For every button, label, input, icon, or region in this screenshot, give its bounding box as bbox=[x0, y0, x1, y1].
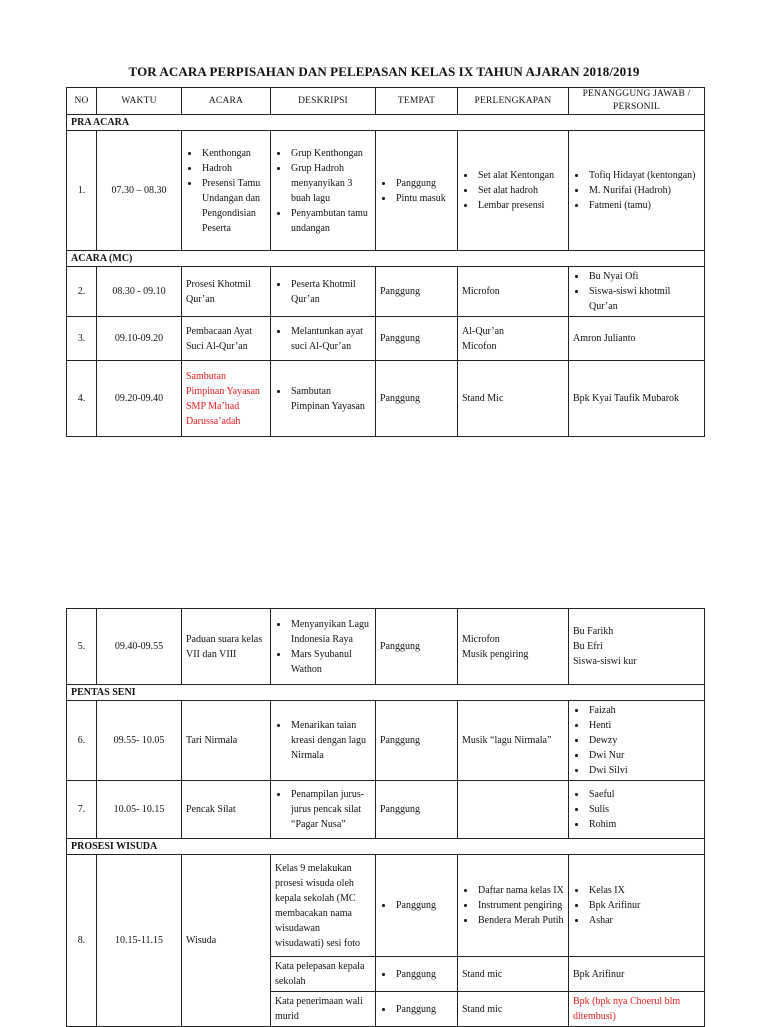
row-tempat: Panggung bbox=[376, 361, 458, 437]
row-acara: Prosesi Khotmil Qur’an bbox=[182, 267, 271, 317]
row-acara bbox=[182, 131, 271, 251]
bullet-item: • Fatmeni (tamu) bbox=[587, 198, 700, 213]
perlengkapan-item: Musik pengiring bbox=[462, 648, 529, 660]
row-deskripsi bbox=[271, 267, 376, 317]
row-time: 10.05- 10.15 bbox=[97, 781, 182, 839]
perlengkapan-item: Microfon bbox=[462, 633, 500, 645]
bullet-item: • Penampilan jurus-jurus pencak silat “Pagar Nusa” bbox=[289, 787, 371, 832]
row-perlengkapan: Stand mic bbox=[458, 957, 569, 992]
bullet-item: • Dwi Silvi bbox=[587, 763, 700, 778]
row-penanggung-jawab bbox=[569, 781, 705, 839]
bullet-item: • Penyambutan tamu undangan bbox=[289, 206, 371, 236]
section-pra-acara: PRA ACARA bbox=[67, 115, 705, 131]
bullet-item: • Grup Hadroh menyanyikan 3 buah lagu bbox=[289, 161, 371, 206]
schedule-table-page-2 bbox=[66, 608, 705, 1027]
bullet-item: • Faizah bbox=[587, 703, 700, 718]
row-tempat: Panggung bbox=[376, 317, 458, 361]
bullet-item: • Ashar bbox=[587, 913, 700, 928]
bullet-item: • Henti bbox=[587, 718, 700, 733]
bullet-item: • Dewzy bbox=[587, 733, 700, 748]
row-tempat: Panggung bbox=[376, 609, 458, 685]
bullet-item: • Sulis bbox=[587, 802, 700, 817]
row-time: 07.30 – 08.30 bbox=[97, 131, 182, 251]
bullet-item: • Peserta Khotmil Qur’an bbox=[289, 277, 371, 307]
row-deskripsi: Kata penerimaan wali murid bbox=[271, 992, 376, 1027]
row-perlengkapan bbox=[458, 855, 569, 957]
row-penanggung-jawab bbox=[569, 701, 705, 781]
bullet-item: • Sambutan Pimpinan Yayasan bbox=[289, 384, 371, 414]
bullet-item: • Menyanyikan Lagu Indonesia Raya bbox=[289, 617, 371, 647]
bullet-item: • Panggung bbox=[394, 176, 453, 191]
bullet-item: • Set alat Kentongan bbox=[476, 168, 564, 183]
row-tempat: Panggung bbox=[376, 781, 458, 839]
schedule-table-page-1 bbox=[66, 87, 705, 437]
row-tempat: Panggung bbox=[376, 701, 458, 781]
section-pentas-seni: PENTAS SENI bbox=[67, 685, 705, 701]
bullet-item: • Daftar nama kelas IX bbox=[476, 883, 564, 898]
row-acara: Pencak Silat bbox=[182, 781, 271, 839]
table-row bbox=[67, 855, 705, 957]
row-tempat bbox=[376, 131, 458, 251]
bullet-item: • Bendera Merah Putih bbox=[476, 913, 564, 928]
row-deskripsi bbox=[271, 131, 376, 251]
row-penanggung-jawab bbox=[569, 609, 705, 685]
row-number: 7. bbox=[67, 781, 97, 839]
bullet-item: • Panggung bbox=[394, 967, 453, 982]
row-penanggung-jawab: Bpk Kyai Taufik Mubarok bbox=[569, 361, 705, 437]
bullet-item: • Presensi Tamu Undangan dan Pengondisian Peserta bbox=[200, 176, 266, 236]
row-time: 10.15-11.15 bbox=[97, 855, 182, 1027]
bullet-item: • Instrument pengiring bbox=[476, 898, 564, 913]
perlengkapan-item: Al-Qur’an bbox=[462, 325, 505, 337]
row-time: 08.30 - 09.10 bbox=[97, 267, 182, 317]
row-perlengkapan bbox=[458, 781, 569, 839]
bullet-item: • Menarikan taian kreasi dengan lagu Nirmala bbox=[289, 718, 371, 763]
row-time: 09.20-09.40 bbox=[97, 361, 182, 437]
bullet-item: • Panggung bbox=[394, 1002, 453, 1017]
row-tempat bbox=[376, 855, 458, 957]
row-tempat: Panggung bbox=[376, 267, 458, 317]
row-deskripsi bbox=[271, 317, 376, 361]
bullet-item: • Dwi Nur bbox=[587, 748, 700, 763]
row-number: 5. bbox=[67, 609, 97, 685]
bullet-item: • Lembar presensi bbox=[476, 198, 564, 213]
row-deskripsi bbox=[271, 609, 376, 685]
table-row bbox=[67, 361, 705, 437]
row-penanggung-jawab bbox=[569, 855, 705, 957]
bullet-item: • Bu Nyai Ofi bbox=[587, 269, 700, 284]
row-number: 4. bbox=[67, 361, 97, 437]
bullet-item: • Hadroh bbox=[200, 161, 266, 176]
row-acara-highlighted: Sambutan Pimpinan Yayasan SMP Ma’had Darussa’adah bbox=[182, 361, 271, 437]
row-acara: Paduan suara kelas VII dan VIII bbox=[182, 609, 271, 685]
section-acara-mc: ACARA (MC) bbox=[67, 251, 705, 267]
row-penanggung-jawab-highlighted: Bpk (bpk nya Choerul blm ditembusi) bbox=[569, 992, 705, 1027]
row-time: 09.55- 10.05 bbox=[97, 701, 182, 781]
bullet-item: • Mars Syubanul Wathon bbox=[289, 647, 371, 677]
row-deskripsi bbox=[271, 781, 376, 839]
personil-item: Siswa-siswi kur bbox=[573, 656, 637, 667]
table-row bbox=[67, 267, 705, 317]
row-time: 09.40-09.55 bbox=[97, 609, 182, 685]
bullet-item: • Tofiq Hidayat (kentongan) bbox=[587, 168, 700, 183]
bullet-item: • Siswa-siswi khotmil Qur’an bbox=[587, 284, 700, 314]
row-number: 8. bbox=[67, 855, 97, 1027]
row-perlengkapan bbox=[458, 609, 569, 685]
header-acara: ACARA bbox=[182, 88, 271, 115]
header-penanggung-jawab: PENANGGUNG JAWAB / PERSONIL bbox=[569, 88, 705, 115]
row-penanggung-jawab bbox=[569, 267, 705, 317]
row-penanggung-jawab: Bpk Arifinur bbox=[569, 957, 705, 992]
row-deskripsi bbox=[271, 361, 376, 437]
row-acara: Pembacaan Ayat Suci Al-Qur’an bbox=[182, 317, 271, 361]
table-row bbox=[67, 131, 705, 251]
row-acara: Tari Nirmala bbox=[182, 701, 271, 781]
personil-item: Bu Farikh bbox=[573, 626, 614, 637]
bullet-item: • Bpk Arifinur bbox=[587, 898, 700, 913]
table-header-row bbox=[67, 88, 705, 115]
header-waktu: WAKTU bbox=[97, 88, 182, 115]
row-number: 1. bbox=[67, 131, 97, 251]
header-no: NO bbox=[67, 88, 97, 115]
bullet-item: • Saeful bbox=[587, 787, 700, 802]
header-perlengkapan: PERLENGKAPAN bbox=[458, 88, 569, 115]
row-number: 6. bbox=[67, 701, 97, 781]
table-row bbox=[67, 609, 705, 685]
table-row bbox=[67, 317, 705, 361]
bullet-item: • Rohim bbox=[587, 817, 700, 832]
row-time: 09.10-09.20 bbox=[97, 317, 182, 361]
bullet-item: • Grup Kenthongan bbox=[289, 146, 371, 161]
row-deskripsi: Kata pelepasan kepala sekolah bbox=[271, 957, 376, 992]
bullet-item: • Pintu masuk bbox=[394, 191, 453, 206]
row-penanggung-jawab: Amron Julianto bbox=[569, 317, 705, 361]
bullet-item: • Panggung bbox=[394, 898, 453, 913]
row-deskripsi bbox=[271, 701, 376, 781]
row-tempat bbox=[376, 957, 458, 992]
row-deskripsi: Kelas 9 melakukan prosesi wisuda oleh kepala sekolah (MC membacakan nama wisudawan wisudawati) sesi foto bbox=[271, 855, 376, 957]
row-number: 2. bbox=[67, 267, 97, 317]
row-tempat bbox=[376, 992, 458, 1027]
bullet-item: • M. Nurifai (Hadroh) bbox=[587, 183, 700, 198]
header-deskripsi: DESKRIPSI bbox=[271, 88, 376, 115]
row-perlengkapan: Microfon bbox=[458, 267, 569, 317]
bullet-item: • Kenthongan bbox=[200, 146, 266, 161]
row-perlengkapan bbox=[458, 317, 569, 361]
perlengkapan-item: Micofon bbox=[462, 340, 497, 352]
bullet-item: • Set alat hadroh bbox=[476, 183, 564, 198]
document-title: TOR ACARA PERPISAHAN DAN PELEPASAN KELAS IX TAHUN AJARAN 2018/2019 bbox=[128, 64, 640, 79]
row-acara: Wisuda bbox=[182, 855, 271, 1027]
row-number: 3. bbox=[67, 317, 97, 361]
table-row bbox=[67, 781, 705, 839]
header-tempat: TEMPAT bbox=[376, 88, 458, 115]
section-prosesi-wisuda: PROSESI WISUDA bbox=[67, 839, 705, 855]
personil-item: Bu Efri bbox=[573, 641, 603, 652]
row-perlengkapan: Musik “lagu Nirmala” bbox=[458, 701, 569, 781]
row-perlengkapan bbox=[458, 131, 569, 251]
table-row bbox=[67, 701, 705, 781]
bullet-item: • Melantunkan ayat suci Al-Qur’an bbox=[289, 324, 371, 354]
row-penanggung-jawab bbox=[569, 131, 705, 251]
row-perlengkapan: Stand Mic bbox=[458, 361, 569, 437]
bullet-item: • Kelas IX bbox=[587, 883, 700, 898]
row-perlengkapan: Stand mic bbox=[458, 992, 569, 1027]
